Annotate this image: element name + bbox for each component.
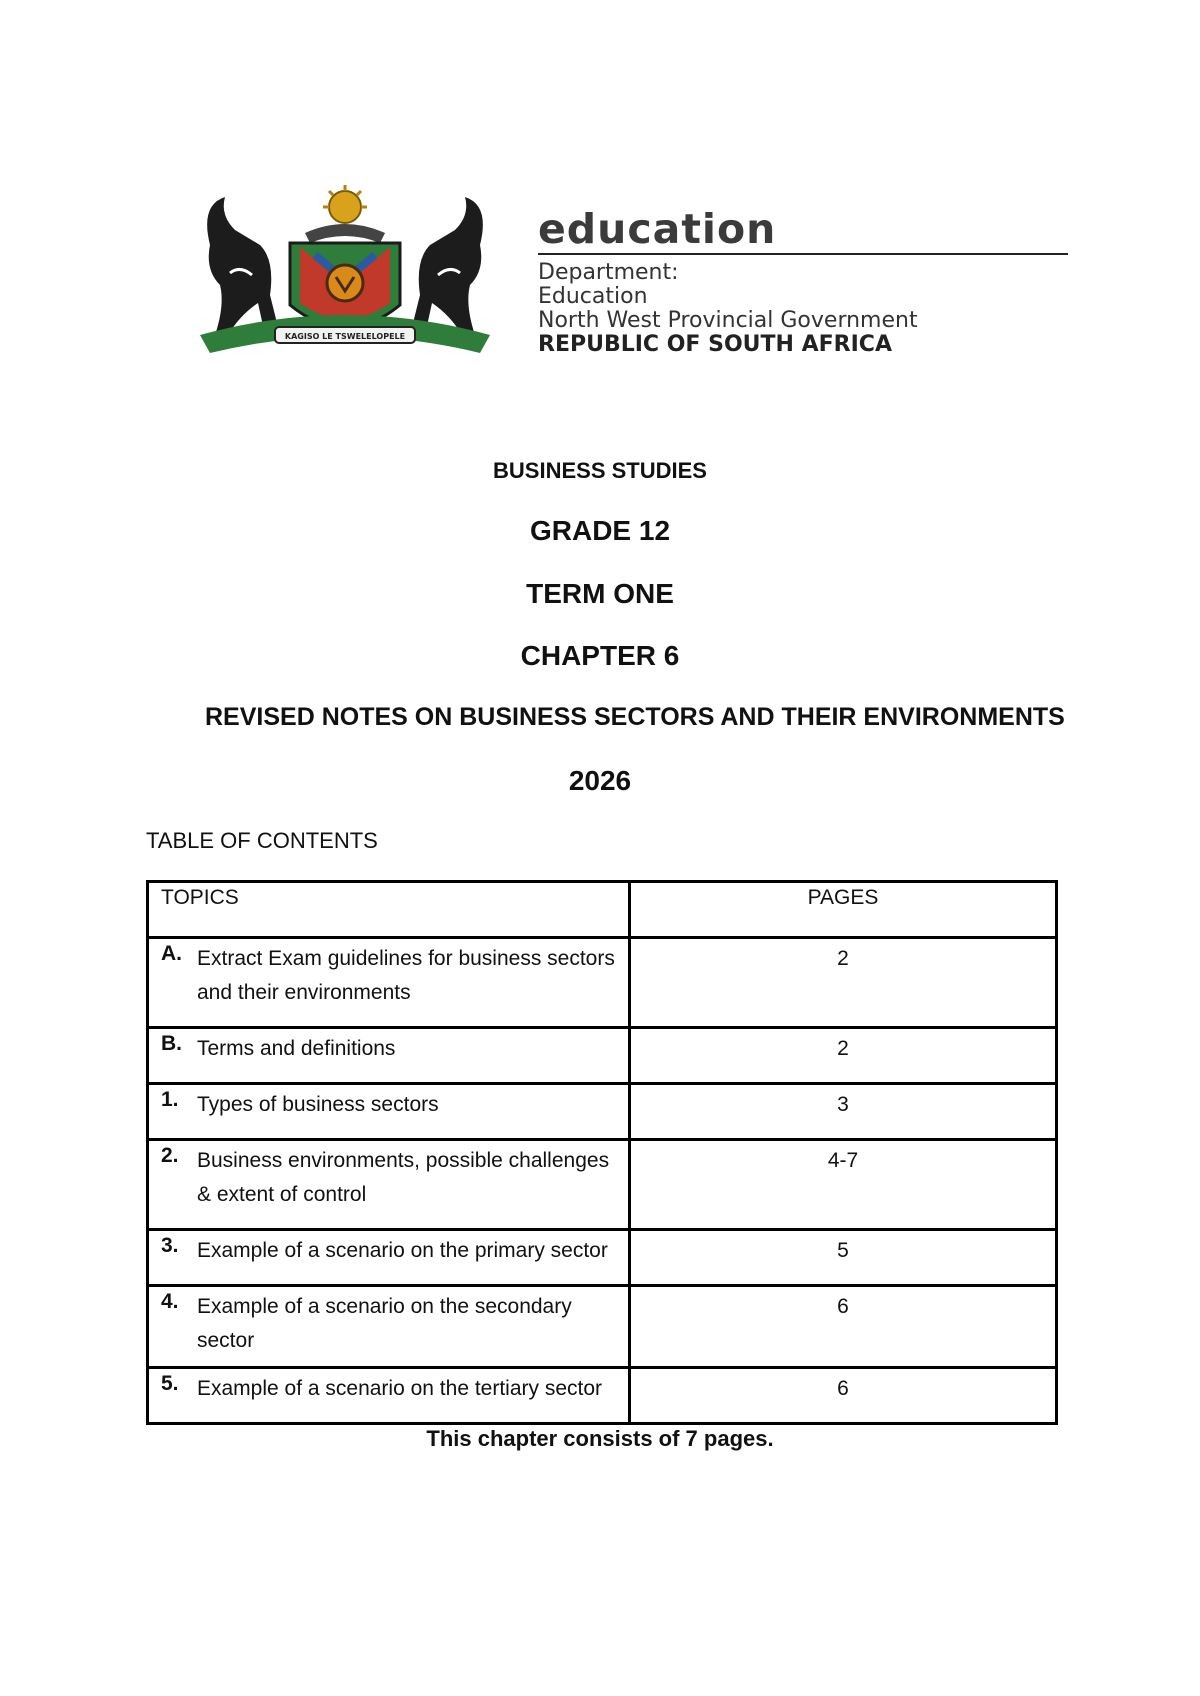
dept-line-country: REPUBLIC OF SOUTH AFRICA [538,332,892,357]
toc-row [148,1028,1057,1084]
toc-col-topics: TOPICS [148,882,630,938]
toc-row-label: A. [161,942,182,965]
department-text-block [538,207,1068,357]
grade-title: GRADE 12 [529,515,671,546]
toc-row-label: B. [161,1032,182,1055]
toc-row-pages: 3 [630,1084,1057,1140]
toc-row [148,1368,1057,1424]
chapter-title: CHAPTER 6 [520,640,680,671]
brand-word: education [538,205,777,253]
toc-row [148,1286,1057,1368]
toc-heading: TABLE OF CONTENTS [146,828,378,853]
toc-row-pages: 5 [630,1230,1057,1286]
toc-row-label: 2. [161,1144,179,1167]
dept-line-province: North West Provincial Government [538,308,918,333]
coat-of-arms-icon [180,185,510,365]
toc-row-pages: 2 [630,1028,1057,1084]
toc-row [148,1140,1057,1230]
toc-row-pages: 4-7 [630,1140,1057,1230]
toc-row-label: 1. [161,1088,179,1111]
toc-row-pages: 2 [630,938,1057,1028]
toc-row [148,1230,1057,1286]
toc-table [146,880,1058,1425]
toc-row-label: 3. [161,1234,179,1257]
term-title: TERM ONE [526,578,674,609]
toc-row-label: 5. [161,1372,179,1395]
toc-row [148,938,1057,1028]
dept-line-education: Education [538,284,648,309]
toc-row [148,1084,1057,1140]
toc-row-topic: Example of a scenario on the primary sector [197,1239,608,1262]
toc-row-pages: 6 [630,1368,1057,1424]
toc-row-pages: 6 [630,1286,1057,1368]
subject-title: BUSINESS STUDIES [493,458,707,483]
toc-header-row [148,882,1057,938]
toc-row-topic: Example of a scenario on the secondary sector [197,1295,572,1352]
toc-row-topic: Terms and definitions [197,1037,396,1060]
header-logo [180,185,1070,365]
toc-col-pages: PAGES [630,882,1057,938]
year-title: 2026 [568,765,632,796]
toc-row-topic: Types of business sectors [197,1093,439,1116]
dept-line-department: Department: [538,260,679,285]
document-title: REVISED NOTES ON BUSINESS SECTORS AND THEIR ENVIRONMENTS [205,703,1065,731]
toc-row-topic: Business environments, possible challenges & extent of control [197,1149,610,1206]
page-count-note: This chapter consists of 7 pages. [426,1426,774,1451]
toc-row-label: 4. [161,1290,179,1313]
toc-row-topic: Example of a scenario on the tertiary sector [197,1377,603,1400]
toc-row-topic: Extract Exam guidelines for business sectors and their environments [197,947,615,1004]
brand-underline [538,253,1068,255]
crest-motto: KAGISO LE TSWELELOPELE [284,332,406,341]
